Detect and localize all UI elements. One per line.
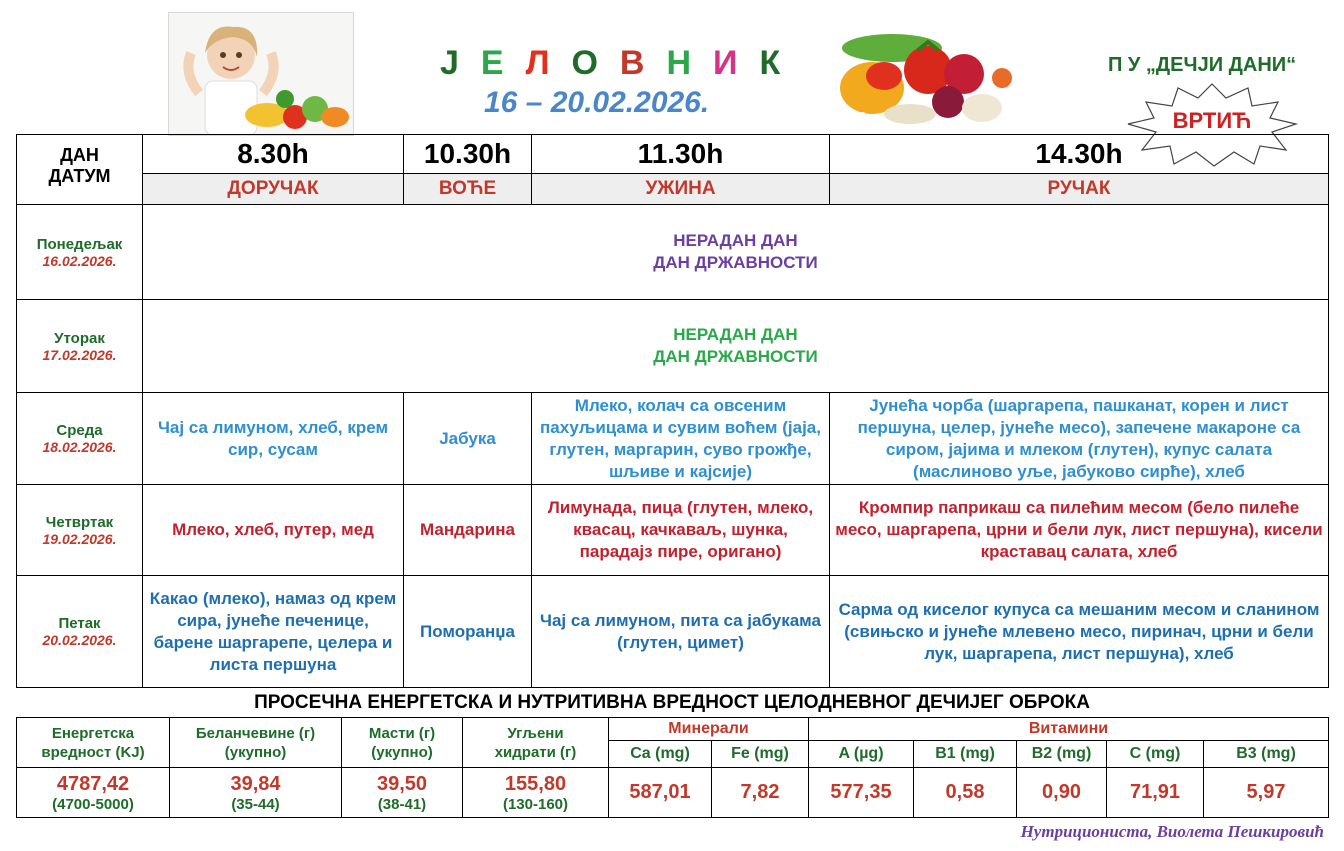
table-row [17, 485, 1329, 576]
protein-value: 39,84 [230, 772, 281, 795]
day-date: 20.02.2026. [42, 632, 117, 648]
title-letter: Е [480, 44, 504, 82]
day-date: 18.02.2026. [42, 439, 117, 455]
vegetables-image [832, 18, 1024, 136]
carbs-header-line: Угљени [507, 724, 564, 742]
organization-name: П У „ДЕЧЈИ ДАНИ“ [1108, 54, 1297, 76]
energy-header-line: вредност (KJ) [41, 743, 145, 761]
carbs-cell [463, 768, 609, 818]
day-date: 17.02.2026. [42, 346, 117, 363]
lunch-cell: Јунећа чорба (шаргарепа, пашканат, корен и лист першуна, целер, јунеће месо), запечене макароне са сиром, јајима и млеком (глутен), купус салата (маслиново уље, јабуково сирће), хлеб [830, 393, 1329, 485]
table-row [17, 300, 1329, 393]
energy-value: 4787,42 [56, 772, 130, 795]
meal-snack: УЖИНА [532, 174, 830, 205]
meal-fruit: ВОЋЕ [404, 174, 532, 205]
day-name: Петак [58, 615, 101, 632]
vitamin-b3-value: 5,97 [1204, 768, 1329, 818]
day-cell [17, 393, 143, 485]
day-name: Уторак [54, 329, 105, 347]
snack-cell: Млеко, колач са овсеним пахуљицама и сувим воћем (јаја, глутен, маргарин, суво грожђе, шљиве и кајсије) [532, 393, 830, 485]
protein-header [170, 718, 342, 768]
breakfast-cell: Млеко, хлеб, путер, мед [143, 485, 404, 576]
day-date: 19.02.2026. [42, 530, 117, 547]
day-cell [17, 205, 143, 300]
vitamin-a-header: A (µg) [809, 741, 914, 768]
energy-cell [17, 768, 170, 818]
nutrition-heading: ПРОСЕЧНА ЕНЕРГЕТСКА И НУТРИТИВНА ВРЕДНОСТ ЦЕЛОДНЕВНОГ ДЕЧИЈЕГ ОБРОКА [254, 692, 1090, 713]
protein-header-line: Беланчевине (г) [195, 724, 316, 742]
fe-value: 7,82 [712, 768, 809, 818]
day-name: Среда [56, 422, 103, 439]
protein-cell [170, 768, 342, 818]
fruit-cell: Јабука [404, 393, 532, 485]
vitamins-header: Витамини [809, 718, 1329, 741]
menu-table [16, 134, 1329, 688]
day-date-header [17, 135, 143, 205]
carbs-range: (130-160) [502, 795, 569, 813]
holiday-line: ДАН ДРЖАВНОСТИ [653, 253, 818, 272]
holiday-cell [143, 300, 1329, 393]
child-fruit-photo [168, 12, 354, 136]
energy-header-line: Енергетска [51, 724, 135, 742]
title-letter: К [759, 44, 781, 82]
fe-header: Fe (mg) [712, 741, 809, 768]
title-letter: В [619, 44, 645, 82]
day-date: 16.02.2026. [42, 252, 117, 269]
table-row [17, 393, 1329, 485]
holiday-cell [143, 205, 1329, 300]
title-letter: И [713, 44, 738, 82]
vitamin-b2-header: B2 (mg) [1017, 741, 1107, 768]
protein-range: (35-44) [231, 795, 280, 813]
time-lunch: 14.30h [830, 135, 1329, 174]
table-row [17, 205, 1329, 300]
energy-header [17, 718, 170, 768]
time-fruit: 10.30h [404, 135, 532, 174]
day-cell [17, 300, 143, 393]
title-letter: О [571, 44, 598, 82]
fat-range: (38-41) [377, 795, 427, 813]
breakfast-cell: Чај са лимуном, хлеб, крем сир, сусам [143, 393, 404, 485]
vitamin-b3-header: B3 (mg) [1204, 741, 1329, 768]
fat-header-line: (укупно) [371, 743, 433, 761]
title-letter: Н [666, 44, 692, 82]
title-letter: Л [525, 44, 550, 82]
holiday-line: ДАН ДРЖАВНОСТИ [653, 347, 818, 366]
ca-header: Ca (mg) [609, 741, 712, 768]
breakfast-cell: Какао (млеко), намаз од крем сира, јунеће печенице, барене шаргарепе, целера и листа першуна [143, 576, 404, 688]
fat-header-line: Масти (г) [368, 724, 436, 742]
nutrition-table [16, 717, 1329, 818]
fruit-cell: Поморанџа [404, 576, 532, 688]
time-breakfast: 8.30h [143, 135, 404, 174]
day-header-label: ДАН [60, 144, 99, 165]
day-cell [17, 576, 143, 688]
holiday-line: НЕРАДАН ДАН [673, 231, 798, 250]
day-name: Четвртак [45, 513, 114, 531]
minerals-header: Минерали [609, 718, 809, 741]
ca-value: 587,01 [609, 768, 712, 818]
vitamin-b2-value: 0,90 [1017, 768, 1107, 818]
meal-lunch: РУЧАК [830, 174, 1329, 205]
fat-value: 39,50 [376, 772, 428, 795]
fat-header [342, 718, 463, 768]
time-snack: 11.30h [532, 135, 830, 174]
protein-header-line: (укупно) [224, 743, 287, 761]
carbs-header-line: хидрати (г) [494, 743, 577, 761]
snack-cell: Лимунада, пица (глутен, млеко, квасац, качкаваљ, шунка, парадајз пире, оригано) [532, 485, 830, 576]
vitamin-a-value: 577,35 [809, 768, 914, 818]
meal-breakfast: ДОРУЧАК [143, 174, 404, 205]
menu-dates: 16 – 20.02.2026. [484, 86, 710, 119]
carbs-value: 155,80 [504, 772, 567, 795]
energy-range: (4700-5000) [52, 795, 134, 813]
table-row [17, 576, 1329, 688]
nutritionist-signature: Нутрициониста, Виолета Пешкировић [1020, 822, 1324, 841]
vitamin-c-value: 71,91 [1107, 768, 1204, 818]
badge-label: ВРТИЋ [1172, 108, 1252, 133]
holiday-line: НЕРАДАН ДАН [673, 325, 798, 344]
vitamin-b1-header: B1 (mg) [914, 741, 1017, 768]
day-cell [17, 485, 143, 576]
carbs-header [463, 718, 609, 768]
date-header-label: ДАТУМ [48, 165, 111, 186]
fruit-cell: Мандарина [404, 485, 532, 576]
vitamin-b1-value: 0,58 [914, 768, 1017, 818]
snack-cell: Чај са лимуном, пита са јабукама (глутен, цимет) [532, 576, 830, 688]
day-name: Понедељак [36, 235, 123, 253]
vitamin-c-header: C (mg) [1107, 741, 1204, 768]
fat-cell [342, 768, 463, 818]
title-letter: Ј [440, 44, 459, 82]
lunch-cell: Кромпир паприкаш са пилећим месом (бело пилеће месо, шаргарепа, црни и бели лук, лист першуна), кисели краставац салата, хлеб [830, 485, 1329, 576]
lunch-cell: Сарма од киселог купуса са мешаним месом и сланином (свињско и јунеће млевено месо, пиринач, црни и бели лук, шаргарепа, лист першуна), хлеб [830, 576, 1329, 688]
